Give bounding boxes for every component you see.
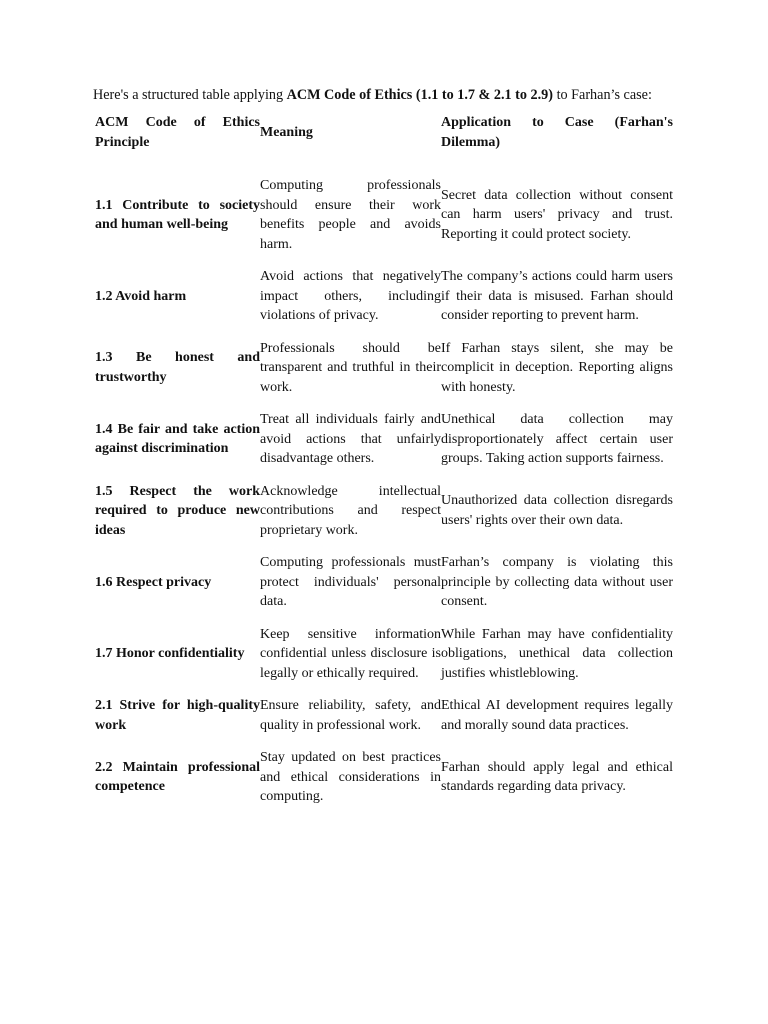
table-row <box>95 176 673 267</box>
cell-meaning: Computing professionals should ensure their work benefits people and avoids harm. <box>260 178 441 252</box>
cell-principle: 2.1 Strive for high-quality work <box>95 698 260 733</box>
cell-principle: 2.2 Maintain professional competence <box>95 759 260 795</box>
cell-application: While Farhan may have confidentiality obligations, unethical data collection justifies whistleblowing. <box>441 626 673 681</box>
cell-application: Unauthorized data collection disregards users' rights over their own data. <box>441 493 673 528</box>
header-meaning: Meaning <box>260 124 313 140</box>
cell-application: Secret data collection without consent can harm users' privacy and trust. Reporting it could protect society. <box>441 187 673 242</box>
intro-text-bold: ACM Code of Ethics (1.1 to 1.7 & 2.1 to 2.9) <box>286 87 554 103</box>
header-application: Application to Case (Farhan's Dilemma) <box>441 115 673 150</box>
cell-principle: 1.2 Avoid harm <box>95 288 187 304</box>
cell-meaning: Ensure reliability, safety, and quality in professional work. <box>260 698 441 733</box>
cell-meaning: Stay updated on best practices and ethical considerations in computing. <box>260 750 441 804</box>
table-row <box>95 625 673 697</box>
cell-meaning: Treat all individuals fairly and avoid actions that unfairly disadvantage others. <box>260 412 441 466</box>
ethics-table <box>95 113 673 820</box>
cell-principle: 1.5 Respect the work required to produce new ideas <box>95 483 260 538</box>
cell-principle: 1.3 Be honest and trustworthy <box>95 350 260 385</box>
header-principle: ACM Code of Ethics Principle <box>95 115 260 150</box>
cell-application: The company’s actions could harm users if their data is misused. Farhan should consider reporting to prevent harm. <box>441 269 673 323</box>
cell-meaning: Acknowledge intellectual contributions and respect proprietary work. <box>260 483 441 538</box>
cell-meaning: Avoid actions that negatively impact others, including violations of privacy. <box>260 269 441 323</box>
table-row <box>95 696 673 748</box>
cell-principle: 1.6 Respect privacy <box>95 574 212 590</box>
table-row <box>95 482 673 554</box>
cell-application: Unethical data collection may disproportionately affect certain user groups. Taking action supports fairness. <box>441 412 673 466</box>
intro-text-before: Here's a structured table applying <box>93 87 287 103</box>
cell-application: If Farhan stays silent, she may be complicit in deception. Reporting aligns with honesty. <box>441 340 673 395</box>
cell-application: Ethical AI development requires legally and morally sound data practices. <box>441 698 673 733</box>
cell-application: Farhan should apply legal and ethical standards regarding data privacy. <box>441 759 673 795</box>
table-row <box>95 748 673 820</box>
intro-text-after: to Farhan’s case: <box>553 87 652 103</box>
cell-principle: 1.4 Be fair and take action against discrimination <box>95 421 260 457</box>
cell-meaning: Keep sensitive information confidential unless disclosure is legally or ethically required. <box>260 626 441 681</box>
table-row <box>95 553 673 625</box>
table-row <box>95 410 673 482</box>
cell-meaning: Computing professionals must protect individuals' personal data. <box>260 555 441 609</box>
table-header-row <box>95 113 673 176</box>
table-row <box>95 267 673 339</box>
intro-paragraph <box>93 86 673 105</box>
cell-meaning: Professionals should be transparent and truthful in their work. <box>260 340 441 395</box>
cell-application: Farhan’s company is violating this principle by collecting data without user consent. <box>441 555 673 609</box>
cell-principle: 1.1 Contribute to society and human well-being <box>95 197 260 232</box>
cell-principle: 1.7 Honor confidentiality <box>95 646 245 661</box>
table-row <box>95 339 673 411</box>
